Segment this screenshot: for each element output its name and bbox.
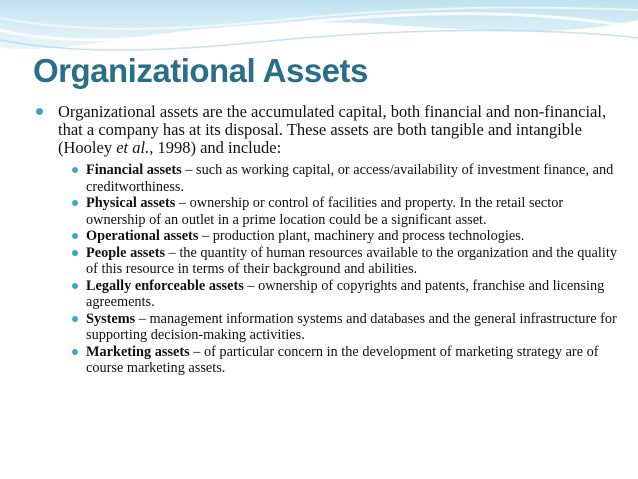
asset-description: – ownership or control of facilities and property. In the retail sector ownership of an outlet in a prime location could be a significant asset. [86,195,564,228]
asset-description: – such as working capital, or access/availability of investment finance, and creditworthiness. [86,162,614,195]
intro-paragraph [36,103,626,157]
list-item [72,195,626,228]
asset-description: – production plant, machinery and process technologies. [198,228,525,244]
asset-description: – the quantity of human resources available to the organization and the quality of this resource in terms of their background and abilities. [86,244,617,277]
asset-description: – of particular concern in the development of marketing strategy are of course marketing assets. [86,343,599,376]
bullet-icon [72,250,78,256]
bullet-icon [72,316,78,322]
intro-text-end: , 1998) and include: [149,138,282,157]
slide-body [36,103,626,377]
asset-term: Financial assets [86,162,182,178]
list-item [72,228,626,245]
asset-term: Physical assets [86,195,176,211]
bullet-icon [72,200,78,206]
asset-description: – management information systems and databases and the general infrastructure for supporting decision-making activities. [86,310,617,343]
asset-term: Systems [86,310,136,327]
intro-text-start: Organizational assets are the accumulated capital, both financial and non-financial, that a company has at its disposal. These assets are both tangible and intangible (Hooley [58,102,607,157]
asset-description: – ownership of copyrights and patents, franchise and licensing agreements. [86,277,605,310]
bullet-icon [72,233,78,239]
list-item [72,278,626,311]
intro-text-em: et al. [116,138,150,157]
asset-list [72,162,626,377]
asset-term: Marketing assets [86,343,190,360]
list-item [72,162,626,195]
list-item [72,344,626,377]
bullet-icon [72,349,78,355]
asset-term: Legally enforceable assets [86,277,244,294]
list-item [72,245,626,278]
bullet-icon [72,167,78,173]
asset-term: People assets [86,244,166,261]
list-item [72,311,626,344]
bullet-icon [36,108,43,115]
asset-term: Operational assets [86,228,199,244]
slide-title: Organizational Assets [33,52,368,89]
bullet-icon [72,283,78,289]
